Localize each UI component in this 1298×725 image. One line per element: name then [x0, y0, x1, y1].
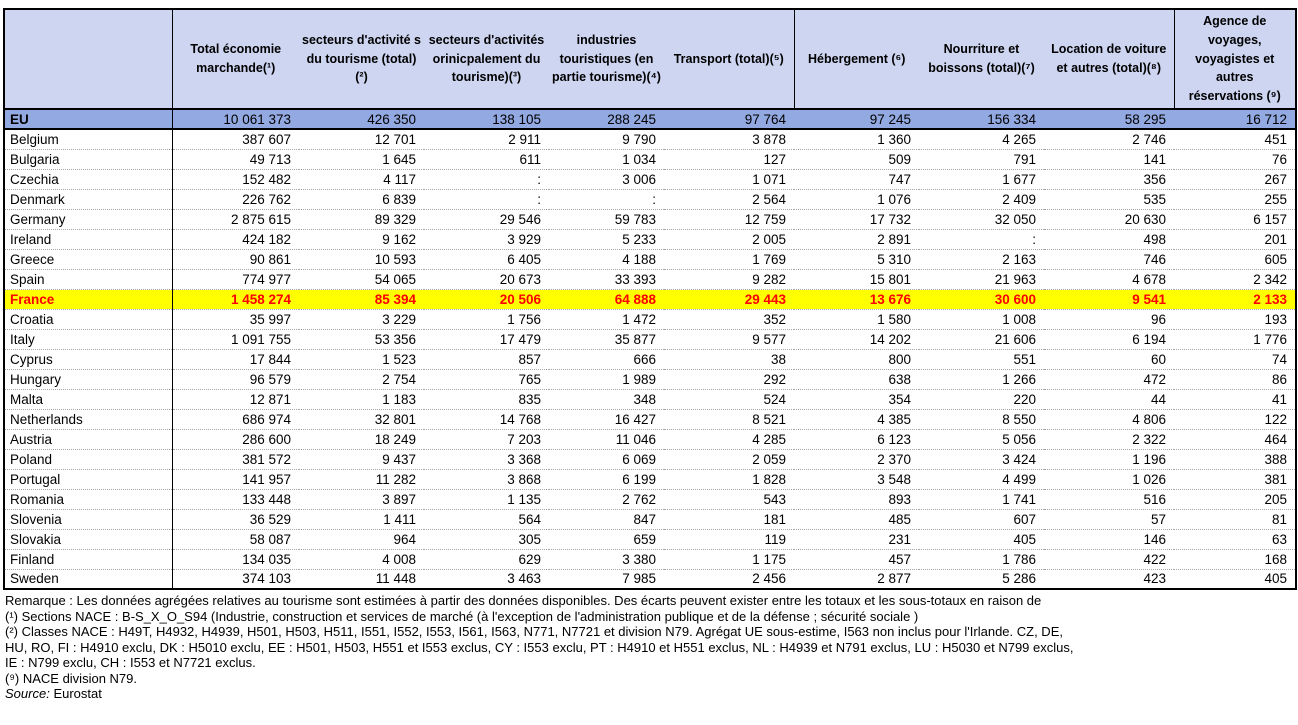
value-cell: 14 202: [794, 329, 919, 349]
value-cell: 97 764: [664, 109, 794, 129]
value-cell: 57: [1044, 509, 1174, 529]
value-cell: 509: [794, 149, 919, 169]
table-row-cyprus: [4, 349, 1296, 369]
col-header-agence-voyages: Agence de voyages, voyagistes et autres réservations (⁹): [1174, 9, 1296, 109]
value-cell: 423: [1044, 569, 1174, 589]
value-cell: 11 448: [299, 569, 424, 589]
value-cell: 2 891: [794, 229, 919, 249]
country-cell: Belgium: [4, 129, 172, 149]
value-cell: 4 385: [794, 409, 919, 429]
value-cell: 7 985: [549, 569, 664, 589]
value-cell: 847: [549, 509, 664, 529]
value-cell: 17 732: [794, 209, 919, 229]
value-cell: 35 997: [172, 309, 299, 329]
table-row-france: [4, 289, 1296, 309]
value-cell: 44: [1044, 389, 1174, 409]
value-cell: 146: [1044, 529, 1174, 549]
table-row-greece: [4, 249, 1296, 269]
value-cell: 387 607: [172, 129, 299, 149]
value-cell: 58 295: [1044, 109, 1174, 129]
value-cell: 5 286: [919, 569, 1044, 589]
value-cell: 1 026: [1044, 469, 1174, 489]
value-cell: 2 059: [664, 449, 794, 469]
value-cell: 686 974: [172, 409, 299, 429]
value-cell: 2 370: [794, 449, 919, 469]
table-row-slovenia: [4, 509, 1296, 529]
value-cell: 4 188: [549, 249, 664, 269]
value-cell: 1 411: [299, 509, 424, 529]
value-cell: 2 163: [919, 249, 1044, 269]
value-cell: 348: [549, 389, 664, 409]
value-cell: 231: [794, 529, 919, 549]
col-header-location-voiture: Location de voiture et autres (total)(⁸): [1044, 9, 1174, 109]
value-cell: 12 701: [299, 129, 424, 149]
value-cell: 201: [1174, 229, 1296, 249]
value-cell: 21 606: [919, 329, 1044, 349]
value-cell: 96 579: [172, 369, 299, 389]
country-cell: Czechia: [4, 169, 172, 189]
value-cell: 3 878: [664, 129, 794, 149]
value-cell: 33 393: [549, 269, 664, 289]
value-cell: 3 463: [424, 569, 549, 589]
value-cell: 6 405: [424, 249, 549, 269]
value-cell: 1 472: [549, 309, 664, 329]
country-cell: Poland: [4, 449, 172, 469]
value-cell: 85 394: [299, 289, 424, 309]
country-cell: Bulgaria: [4, 149, 172, 169]
footnote-2: (²) Classes NACE : H49T, H4932, H4939, H501, H503, H511, I551, I552, I553, I561, I563, N771, N7721 et division N79. Agrégat UE sous-estime, I563 non inclus pour l'Irlande. CZ, DE,: [5, 624, 1063, 639]
value-cell: 152 482: [172, 169, 299, 189]
value-cell: 3 929: [424, 229, 549, 249]
value-cell: 9 282: [664, 269, 794, 289]
table-row-poland: [4, 449, 1296, 469]
value-cell: 791: [919, 149, 1044, 169]
footnote-source: [5, 686, 1297, 702]
value-cell: 89 329: [299, 209, 424, 229]
value-cell: 629: [424, 549, 549, 569]
value-cell: 3 897: [299, 489, 424, 509]
value-cell: 857: [424, 349, 549, 369]
value-cell: 134 035: [172, 549, 299, 569]
value-cell: 3 380: [549, 549, 664, 569]
value-cell: 4 285: [664, 429, 794, 449]
value-cell: 457: [794, 549, 919, 569]
value-cell: 1 523: [299, 349, 424, 369]
value-cell: 255: [1174, 189, 1296, 209]
value-cell: 1 786: [919, 549, 1044, 569]
value-cell: 1 645: [299, 149, 424, 169]
table-row-austria: [4, 429, 1296, 449]
footnote-9: (⁹) NACE division N79.: [5, 670, 137, 686]
value-cell: 15 801: [794, 269, 919, 289]
value-cell: 964: [299, 529, 424, 549]
value-cell: 774 977: [172, 269, 299, 289]
value-cell: 6 199: [549, 469, 664, 489]
value-cell: 53 356: [299, 329, 424, 349]
value-cell: 1 458 274: [172, 289, 299, 309]
value-cell: 1 076: [794, 189, 919, 209]
value-cell: :: [424, 189, 549, 209]
source-label: Source:: [5, 686, 50, 701]
value-cell: 2 342: [1174, 269, 1296, 289]
value-cell: 119: [664, 529, 794, 549]
value-cell: 4 806: [1044, 409, 1174, 429]
value-cell: 2 133: [1174, 289, 1296, 309]
value-cell: 2 322: [1044, 429, 1174, 449]
table-row-hungary: [4, 369, 1296, 389]
value-cell: 16 427: [549, 409, 664, 429]
value-cell: 1 756: [424, 309, 549, 329]
value-cell: 659: [549, 529, 664, 549]
value-cell: 4 678: [1044, 269, 1174, 289]
value-cell: 605: [1174, 249, 1296, 269]
value-cell: 138 105: [424, 109, 549, 129]
value-cell: 133 448: [172, 489, 299, 509]
value-cell: 122: [1174, 409, 1296, 429]
value-cell: 535: [1044, 189, 1174, 209]
value-cell: 551: [919, 349, 1044, 369]
footnote-1: (¹) Sections NACE : B-S_X_O_S94 (Industrie, construction et services de marché (à l'exception de l'administration publique et de la défense ; sécurité sociale ): [5, 608, 919, 624]
value-cell: 2 456: [664, 569, 794, 589]
table-row-romania: [4, 489, 1296, 509]
value-cell: 6 194: [1044, 329, 1174, 349]
value-cell: 21 963: [919, 269, 1044, 289]
value-cell: 220: [919, 389, 1044, 409]
col-header-secteurs-activites-tourisme-total: secteurs d'activité s du tourisme (total)(²): [299, 9, 424, 109]
value-cell: 11 282: [299, 469, 424, 489]
value-cell: 6 157: [1174, 209, 1296, 229]
value-cell: 1 008: [919, 309, 1044, 329]
value-cell: 1 741: [919, 489, 1044, 509]
value-cell: 4 117: [299, 169, 424, 189]
table-row-eu: [4, 109, 1296, 129]
value-cell: 1 071: [664, 169, 794, 189]
table-row-bulgaria: [4, 149, 1296, 169]
value-cell: 405: [919, 529, 1044, 549]
value-cell: 516: [1044, 489, 1174, 509]
value-cell: 1 776: [1174, 329, 1296, 349]
value-cell: 59 783: [549, 209, 664, 229]
value-cell: 32 801: [299, 409, 424, 429]
value-cell: 498: [1044, 229, 1174, 249]
value-cell: 286 600: [172, 429, 299, 449]
country-cell: Romania: [4, 489, 172, 509]
table-row-germany: [4, 209, 1296, 229]
value-cell: 6 123: [794, 429, 919, 449]
value-cell: 2 754: [299, 369, 424, 389]
value-cell: 14 768: [424, 409, 549, 429]
value-cell: 5 310: [794, 249, 919, 269]
value-cell: 76: [1174, 149, 1296, 169]
value-cell: 800: [794, 349, 919, 369]
value-cell: 1 091 755: [172, 329, 299, 349]
value-cell: 9 437: [299, 449, 424, 469]
value-cell: 564: [424, 509, 549, 529]
value-cell: 11 046: [549, 429, 664, 449]
value-cell: 381 572: [172, 449, 299, 469]
country-cell: Cyprus: [4, 349, 172, 369]
value-cell: 424 182: [172, 229, 299, 249]
value-cell: 18 249: [299, 429, 424, 449]
value-cell: 3 368: [424, 449, 549, 469]
country-cell: Austria: [4, 429, 172, 449]
table-row-spain: [4, 269, 1296, 289]
value-cell: 8 521: [664, 409, 794, 429]
country-cell: Sweden: [4, 569, 172, 589]
value-cell: 9 541: [1044, 289, 1174, 309]
value-cell: 63: [1174, 529, 1296, 549]
value-cell: 86: [1174, 369, 1296, 389]
value-cell: 1 135: [424, 489, 549, 509]
value-cell: 74: [1174, 349, 1296, 369]
country-cell: Spain: [4, 269, 172, 289]
value-cell: 156 334: [919, 109, 1044, 129]
value-cell: 305: [424, 529, 549, 549]
value-cell: 20 506: [424, 289, 549, 309]
value-cell: 60: [1044, 349, 1174, 369]
value-cell: 464: [1174, 429, 1296, 449]
value-cell: 485: [794, 509, 919, 529]
col-header-transport: Transport (total)(⁵): [664, 9, 794, 109]
col-header-nourriture-boissons: Nourriture et boissons (total)(⁷): [919, 9, 1044, 109]
value-cell: 3 424: [919, 449, 1044, 469]
footnote-2-continued-2: IE : N799 exclu, CH : I553 et N7721 exclus.: [5, 655, 256, 670]
header-row: [4, 9, 1296, 109]
value-cell: 127: [664, 149, 794, 169]
value-cell: 835: [424, 389, 549, 409]
country-cell: Greece: [4, 249, 172, 269]
value-cell: 205: [1174, 489, 1296, 509]
table-row-netherlands: [4, 409, 1296, 429]
value-cell: 352: [664, 309, 794, 329]
value-cell: :: [549, 189, 664, 209]
value-cell: 356: [1044, 169, 1174, 189]
country-cell: EU: [4, 109, 172, 129]
col-header-hebergement: Hébergement (⁶): [794, 9, 919, 109]
value-cell: 543: [664, 489, 794, 509]
country-cell: Malta: [4, 389, 172, 409]
value-cell: 1 580: [794, 309, 919, 329]
value-cell: 97 245: [794, 109, 919, 129]
table-row-italy: [4, 329, 1296, 349]
value-cell: 90 861: [172, 249, 299, 269]
value-cell: 405: [1174, 569, 1296, 589]
value-cell: 2 005: [664, 229, 794, 249]
value-cell: 38: [664, 349, 794, 369]
value-cell: 638: [794, 369, 919, 389]
value-cell: 49 713: [172, 149, 299, 169]
value-cell: 168: [1174, 549, 1296, 569]
value-cell: 10 593: [299, 249, 424, 269]
value-cell: 451: [1174, 129, 1296, 149]
value-cell: 2 911: [424, 129, 549, 149]
value-cell: 1 769: [664, 249, 794, 269]
value-cell: 4 008: [299, 549, 424, 569]
value-cell: 7 203: [424, 429, 549, 449]
col-header-industries-touristiques: industries touristiques (en partie tourisme)(⁴): [549, 9, 664, 109]
value-cell: 20 673: [424, 269, 549, 289]
table-row-sweden: [4, 569, 1296, 589]
value-cell: 288 245: [549, 109, 664, 129]
tourism-stats-table: [3, 8, 1297, 590]
value-cell: 524: [664, 389, 794, 409]
value-cell: 96: [1044, 309, 1174, 329]
country-cell: Croatia: [4, 309, 172, 329]
value-cell: 3 548: [794, 469, 919, 489]
footnote-2-continued: HU, RO, FI : H4910 exclu, DK : H5010 exclu, EE : H501, H503, H551 et I553 exclus, CY : I553 exclu, PT : H4910 et H551 exclus, NL : H4939 et N791 exclus, LU : H5030 et N799 exclus,: [5, 639, 1074, 655]
value-cell: 354: [794, 389, 919, 409]
country-cell: Italy: [4, 329, 172, 349]
value-cell: 374 103: [172, 569, 299, 589]
value-cell: 64 888: [549, 289, 664, 309]
source-value: Eurostat: [53, 686, 102, 701]
table-row-portugal: [4, 469, 1296, 489]
table-row-belgium: [4, 129, 1296, 149]
value-cell: :: [424, 169, 549, 189]
country-cell: Netherlands: [4, 409, 172, 429]
value-cell: 2 746: [1044, 129, 1174, 149]
value-cell: 16 712: [1174, 109, 1296, 129]
value-cell: 35 877: [549, 329, 664, 349]
value-cell: 29 443: [664, 289, 794, 309]
value-cell: 1 175: [664, 549, 794, 569]
value-cell: 17 844: [172, 349, 299, 369]
table-row-malta: [4, 389, 1296, 409]
table-row-denmark: [4, 189, 1296, 209]
value-cell: 193: [1174, 309, 1296, 329]
value-cell: 12 759: [664, 209, 794, 229]
value-cell: 17 479: [424, 329, 549, 349]
value-cell: 29 546: [424, 209, 549, 229]
value-cell: 666: [549, 349, 664, 369]
value-cell: 226 762: [172, 189, 299, 209]
value-cell: 292: [664, 369, 794, 389]
value-cell: 607: [919, 509, 1044, 529]
value-cell: 41: [1174, 389, 1296, 409]
value-cell: 2 409: [919, 189, 1044, 209]
country-cell: Germany: [4, 209, 172, 229]
value-cell: 1 034: [549, 149, 664, 169]
value-cell: 2 762: [549, 489, 664, 509]
value-cell: 9 162: [299, 229, 424, 249]
value-cell: 13 676: [794, 289, 919, 309]
value-cell: 611: [424, 149, 549, 169]
value-cell: 1 266: [919, 369, 1044, 389]
value-cell: 381: [1174, 469, 1296, 489]
country-cell: Hungary: [4, 369, 172, 389]
table-row-czechia: [4, 169, 1296, 189]
value-cell: 12 871: [172, 389, 299, 409]
value-cell: 6 839: [299, 189, 424, 209]
value-cell: 30 600: [919, 289, 1044, 309]
value-cell: 4 499: [919, 469, 1044, 489]
value-cell: 422: [1044, 549, 1174, 569]
value-cell: 9 577: [664, 329, 794, 349]
value-cell: 267: [1174, 169, 1296, 189]
value-cell: 5 233: [549, 229, 664, 249]
value-cell: 32 050: [919, 209, 1044, 229]
value-cell: 472: [1044, 369, 1174, 389]
value-cell: 10 061 373: [172, 109, 299, 129]
footnote-remark: Remarque : Les données agrégées relatives au tourisme sont estimées à partir des données disponibles. Des écarts peuvent exister entre les totaux et les sous-totaux en raison de: [5, 593, 1042, 608]
value-cell: 2 877: [794, 569, 919, 589]
value-cell: 6 069: [549, 449, 664, 469]
value-cell: 746: [1044, 249, 1174, 269]
value-cell: 388: [1174, 449, 1296, 469]
value-cell: 8 550: [919, 409, 1044, 429]
table-row-slovakia: [4, 529, 1296, 549]
country-cell: Ireland: [4, 229, 172, 249]
value-cell: 1 828: [664, 469, 794, 489]
value-cell: 81: [1174, 509, 1296, 529]
value-cell: 1 360: [794, 129, 919, 149]
value-cell: 1 677: [919, 169, 1044, 189]
country-cell: Slovenia: [4, 509, 172, 529]
country-cell: Denmark: [4, 189, 172, 209]
value-cell: 3 229: [299, 309, 424, 329]
value-cell: 2 564: [664, 189, 794, 209]
table-body: [4, 109, 1296, 589]
value-cell: 54 065: [299, 269, 424, 289]
value-cell: 58 087: [172, 529, 299, 549]
value-cell: 1 989: [549, 369, 664, 389]
value-cell: 9 790: [549, 129, 664, 149]
value-cell: 20 630: [1044, 209, 1174, 229]
col-header-total-economie-marchande: Total économie marchande(¹): [172, 9, 299, 109]
table-row-ireland: [4, 229, 1296, 249]
value-cell: 141 957: [172, 469, 299, 489]
country-cell: Slovakia: [4, 529, 172, 549]
value-cell: 4 265: [919, 129, 1044, 149]
country-cell: France: [4, 289, 172, 309]
value-cell: 426 350: [299, 109, 424, 129]
value-cell: 3 006: [549, 169, 664, 189]
table-row-croatia: [4, 309, 1296, 329]
country-cell: Portugal: [4, 469, 172, 489]
value-cell: 765: [424, 369, 549, 389]
value-cell: 893: [794, 489, 919, 509]
table-row-finland: [4, 549, 1296, 569]
value-cell: 141: [1044, 149, 1174, 169]
col-header-secteurs-principalement-tourisme: secteurs d'activités orinicpalement du tourisme)(³): [424, 9, 549, 109]
value-cell: 3 868: [424, 469, 549, 489]
corner-cell: [4, 9, 172, 109]
value-cell: 5 056: [919, 429, 1044, 449]
value-cell: 181: [664, 509, 794, 529]
value-cell: 1 183: [299, 389, 424, 409]
country-cell: Finland: [4, 549, 172, 569]
footnotes: [3, 593, 1297, 702]
value-cell: 2 875 615: [172, 209, 299, 229]
value-cell: :: [919, 229, 1044, 249]
value-cell: 36 529: [172, 509, 299, 529]
value-cell: 1 196: [1044, 449, 1174, 469]
value-cell: 747: [794, 169, 919, 189]
